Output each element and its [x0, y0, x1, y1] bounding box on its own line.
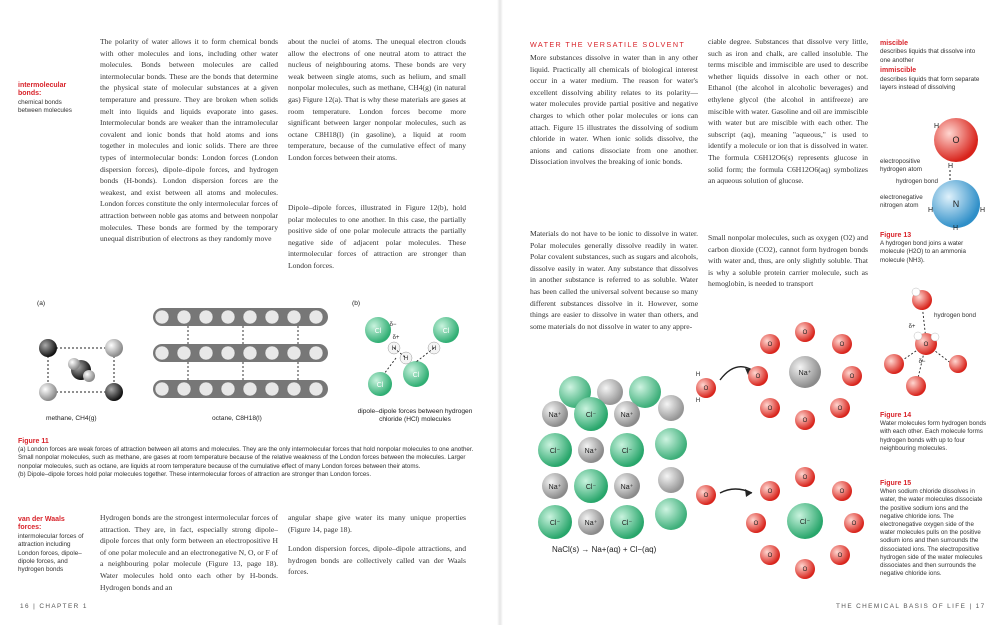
svg-text:H: H — [953, 225, 959, 232]
svg-text:H: H — [391, 346, 397, 352]
hcl-dipole-diagram — [360, 312, 470, 402]
octane-label: octane, C8H18(l) — [212, 415, 262, 422]
svg-text:H: H — [403, 356, 409, 362]
hydrated-sodium-diagram — [690, 298, 880, 438]
svg-text:N: N — [952, 199, 960, 209]
svg-text:Na⁺: Na⁺ — [584, 448, 598, 455]
sidebar-definition: chemical bonds between molecules — [18, 98, 72, 115]
svg-text:Cl⁻: Cl⁻ — [621, 520, 633, 527]
left-col2-text: about the nuclei of atoms. The unequal electron clouds allow the electrons of one neutral atom to attract the nucleus of neighbouring atoms. These bonds are very weak between single atoms, such as helium, and small nonpolar molecules, such as methane, CH4(g) (in natural gas) Figure 12(a). That is why these materials are gases at room temperature. London forces become more significant between larger nonpolar molecules, such as octane C8H18(l) (in gasoline), a liquid at room temperature, because of the cumulative effect of many London forces between their atoms. — [288, 37, 466, 162]
hbond-label-13: hydrogen bond — [896, 178, 939, 185]
svg-text:O: O — [767, 342, 773, 348]
svg-text:δ+: δ+ — [392, 335, 400, 341]
figure-11-caption — [18, 438, 478, 479]
figure-14-text: Water molecules form hydrogen bonds with each other. Each molecule forms hydrogen bonds with up to four neighbouring molecules. — [880, 420, 987, 452]
left-bottom-col2-b: London dispersion forces, dipole–dipole attractions, and hydrogen bonds are collectively called van der Waals forces. — [288, 544, 466, 577]
svg-text:O: O — [802, 475, 808, 481]
electropositive-label: electropositive hydrogen atom — [880, 158, 923, 174]
svg-text:O: O — [703, 386, 709, 392]
figure-15-title: Figure 15 — [880, 480, 912, 487]
left-bottom-col1: Hydrogen bonds are the strongest intermolecular forces of attraction. They are, in fact, especially strong dipole–dipole forces that only form between an electropositive H of one polar molecule and an electronegative N, O, or F of a neighbouring polar molecule (Figure 13, page 18). Water molecules hold onto each other by H-bonds. Hydrogen bonds and an — [100, 513, 278, 592]
sidebar-van-der-waals — [18, 516, 88, 575]
sidebar-miscible — [880, 40, 984, 92]
svg-text:O: O — [802, 567, 808, 573]
svg-text:H: H — [695, 398, 701, 404]
svg-text:Cl⁻: Cl⁻ — [621, 448, 633, 455]
svg-text:δ−: δ− — [918, 359, 926, 365]
fig-label-a: (a) — [37, 300, 46, 307]
svg-text:O: O — [755, 374, 761, 380]
svg-text:Na⁺: Na⁺ — [548, 412, 562, 419]
svg-text:Na⁺: Na⁺ — [620, 412, 634, 419]
hbond-label-14: hydrogen bond — [934, 312, 977, 319]
left-col1-text: The polarity of water allows it to form chemical bonds with other molecules and ions, including other water molecules. Bonds between molecules are called intermolecular bonds. These are the bonds that determine the physical state of molecular substances at a given temperature and pressure. They are broken when solids melt into liquids and liquids evaporate into gases. Intermolecular bonds are weaker than the intramolecular covalent and ionic bonds that hold atoms and ions together in molecules and ionic solids. There are three types of intermolecular bonds: London forces (London dispersion forces), dipole–dipole forces, and hydrogen bonds (H-bonds). London dispersion forces are the weakest, and exist between all atoms and molecules. London forces constitute the only intermolecular forces of attraction between noble gas atoms and between nonpolar molecules. These bonds are formed by the temporary unequal distribution of electrons as they randomly move — [100, 37, 278, 244]
svg-text:Cl: Cl — [376, 382, 384, 389]
fig-label-b: (b) — [352, 300, 361, 307]
svg-text:O: O — [851, 521, 857, 527]
svg-text:H: H — [928, 207, 934, 214]
svg-text:Na⁺: Na⁺ — [548, 484, 562, 491]
svg-text:Cl⁻: Cl⁻ — [549, 520, 561, 527]
dissociation-equation — [552, 545, 656, 554]
book-gutter — [497, 0, 503, 625]
figure-11-part-b: (b) Dipole–dipole forces hold polar molecules together. These intermolecular forces of attraction are stronger than London forces. — [18, 470, 372, 478]
methane-label: methane, CH4(g) — [46, 415, 97, 422]
svg-text:O: O — [952, 135, 960, 145]
figure-15-text: When sodium chloride dissolves in water, the water molecules dissociate the positive sodium ions and the negative chloride ions. The electronegative oxygen side of the water molecules pulls on the positive sodium ions and then surrounds the dissociated ions. The electropositive hydrogen side of the water molecules dissociates and then surrounds the negative chloride ions. — [880, 488, 983, 578]
right-col2-text: ciable degree. Substances that dissolve very little, such as iron and chalk, are called insoluble. The terms miscible and immiscible are used to describe whether liquids dissolve in each other or not. Ethanol (the alcohol in alcoholic beverages) and ethylene glycol (the alcohol in antifreeze) are miscible with water. Gasoline and oil are immiscible with water but are miscible with each other. The subscript (aq), meaning "aqueous," is used to identify a molecule or ion that is dissolved in water. The formula C6H12O6(s) represents glucose in solid form; the formula C6H12O6(aq) symbolizes an aqueous solution of glucose. — [708, 37, 868, 186]
right-col2-text-b: Small nonpolar molecules, such as oxygen (O2) and carbon dioxide (CO2), cannot form hydrogen bonds with water and, thus, are only slightly soluble. That is why a soluble protein carrier molecule, such as hemoglobin, is needed to transport — [708, 233, 868, 289]
dipole-label: dipole–dipole forces between hydrogen chloride (HCl) molecules — [357, 408, 473, 423]
svg-text:O: O — [767, 553, 773, 559]
svg-text:Cl⁻: Cl⁻ — [799, 519, 811, 526]
figure-11-title: Figure 11 — [18, 438, 49, 445]
svg-text:O: O — [802, 330, 808, 336]
svg-text:Cl: Cl — [412, 372, 420, 379]
right-folio: THE CHEMICAL BASIS OF LIFE | 17 — [836, 603, 986, 610]
svg-text:Na⁺: Na⁺ — [798, 370, 812, 377]
equation-lhs: NaCl(s) — [552, 545, 580, 554]
svg-text:O: O — [837, 406, 843, 412]
svg-text:O: O — [839, 489, 845, 495]
svg-text:Cl⁻: Cl⁻ — [585, 484, 597, 491]
left-col2-text-b: Dipole–dipole forces, illustrated in Figure 12(b), hold polar molecules to one another. In this case, the partially positive side of one polar molecule attracts the partially negative side of adjacent polar molecules. These intermolecular forces of attraction are stronger than London forces. — [288, 203, 466, 270]
figure-13-caption — [880, 232, 988, 265]
electronegative-label: electronegative nitrogen atom — [880, 194, 923, 210]
svg-text:H: H — [948, 163, 954, 170]
svg-text:O: O — [753, 521, 759, 527]
svg-text:Na⁺: Na⁺ — [620, 484, 634, 491]
right-col1-text: More substances dissolve in water than in any other liquid. Practically all chemicals of biological interest occur in a water medium. The reason for water's excellent dissolving ability relates to its polarity—water molecules provide partial positive and negative charges to which other polar molecules or ions can attach. Figure 15 illustrates the dissolving of sodium chloride in water. When ionic solids dissolve, the anions and cations dissociate from one another. Dissociation involves the breaking of ionic bonds. — [530, 53, 698, 167]
svg-text:Na⁺: Na⁺ — [584, 520, 598, 527]
svg-text:H: H — [695, 372, 701, 378]
left-bottom-col2: angular shape give water its many unique properties (Figure 14, page 18). — [288, 513, 466, 534]
svg-text:O: O — [837, 553, 843, 559]
water-network-diagram — [878, 282, 968, 402]
svg-text:O: O — [923, 342, 929, 348]
equation-rhs: Na+(aq) + Cl−(aq) — [591, 545, 657, 554]
svg-text:H: H — [431, 346, 437, 352]
sidebar2-term: van der Waals forces: — [18, 516, 65, 532]
svg-text:O: O — [767, 406, 773, 412]
methane-diagram — [36, 330, 146, 410]
svg-text:Cl⁻: Cl⁻ — [549, 448, 561, 455]
svg-text:H: H — [934, 123, 940, 130]
immiscible-term: immiscible — [880, 67, 917, 75]
nacl-crystal-diagram — [535, 380, 685, 540]
sidebar-intermolecular-bonds — [18, 82, 76, 116]
svg-text:O: O — [767, 489, 773, 495]
right-col1-text-b: Materials do not have to be ionic to dissolve in water. Polar molecules generally dissolve readily in water. Polar covalent substances, such as sugars and alcohols, dissolve easily in water. Any substance that dissolves in another substance is referred to as soluble. Water has been called the universal solvent because so many different substances dissolve in it. However, some things are easier to dissolve in water than others, and some materials do not dissolve in water to any appre- — [530, 229, 698, 331]
svg-text:δ+: δ+ — [908, 324, 916, 330]
svg-text:H: H — [980, 207, 986, 214]
miscible-definition: describes liquids that dissolve into one another — [880, 48, 976, 64]
figure-15-caption — [880, 480, 988, 578]
svg-text:Cl⁻: Cl⁻ — [585, 412, 597, 419]
figure-14-title: Figure 14 — [880, 412, 912, 419]
equation-arrow-icon: → — [581, 545, 592, 554]
left-folio: 16 | CHAPTER 1 — [20, 603, 88, 610]
svg-text:δ−: δ− — [389, 322, 397, 328]
svg-text:O: O — [839, 342, 845, 348]
section-heading: WATER THE VERSATILE SOLVENT — [530, 40, 686, 49]
sidebar-term: intermolecular bonds: — [18, 82, 67, 98]
svg-text:O: O — [802, 418, 808, 424]
figure-14-caption — [880, 412, 988, 453]
svg-text:Cl: Cl — [374, 328, 382, 335]
miscible-term: miscible — [880, 40, 909, 47]
immiscible-definition: describes liquids that form separate layers instead of dissolving — [880, 75, 980, 92]
svg-text:O: O — [849, 374, 855, 380]
hydrated-chloride-diagram — [690, 455, 880, 585]
figure-11-part-a: (a) London forces are weak forces of attraction between all atoms and molecules. They are the only intermolecular forces that hold nonpolar molecules to one another. Small nonpolar molecules, such as methane, are gases at room temperature because of the relative weakness of the London forces between the molecules. Larger nonpolar molecules, such as octane, are liquids at room temperature because of the cumulative effect of many London forces between their atoms. — [18, 446, 474, 470]
octane-diagram — [148, 300, 338, 410]
sidebar2-definition: intermolecular forces of attraction including London forces, dipole–dipole forces, and hydrogen bonds — [18, 532, 84, 574]
figure-13-title: Figure 13 — [880, 232, 912, 239]
svg-text:O: O — [703, 493, 709, 499]
figure-13-text: A hydrogen bond joins a water molecule (H2O) to an ammonia molecule (NH3). — [880, 240, 966, 264]
svg-text:Cl: Cl — [442, 328, 450, 335]
